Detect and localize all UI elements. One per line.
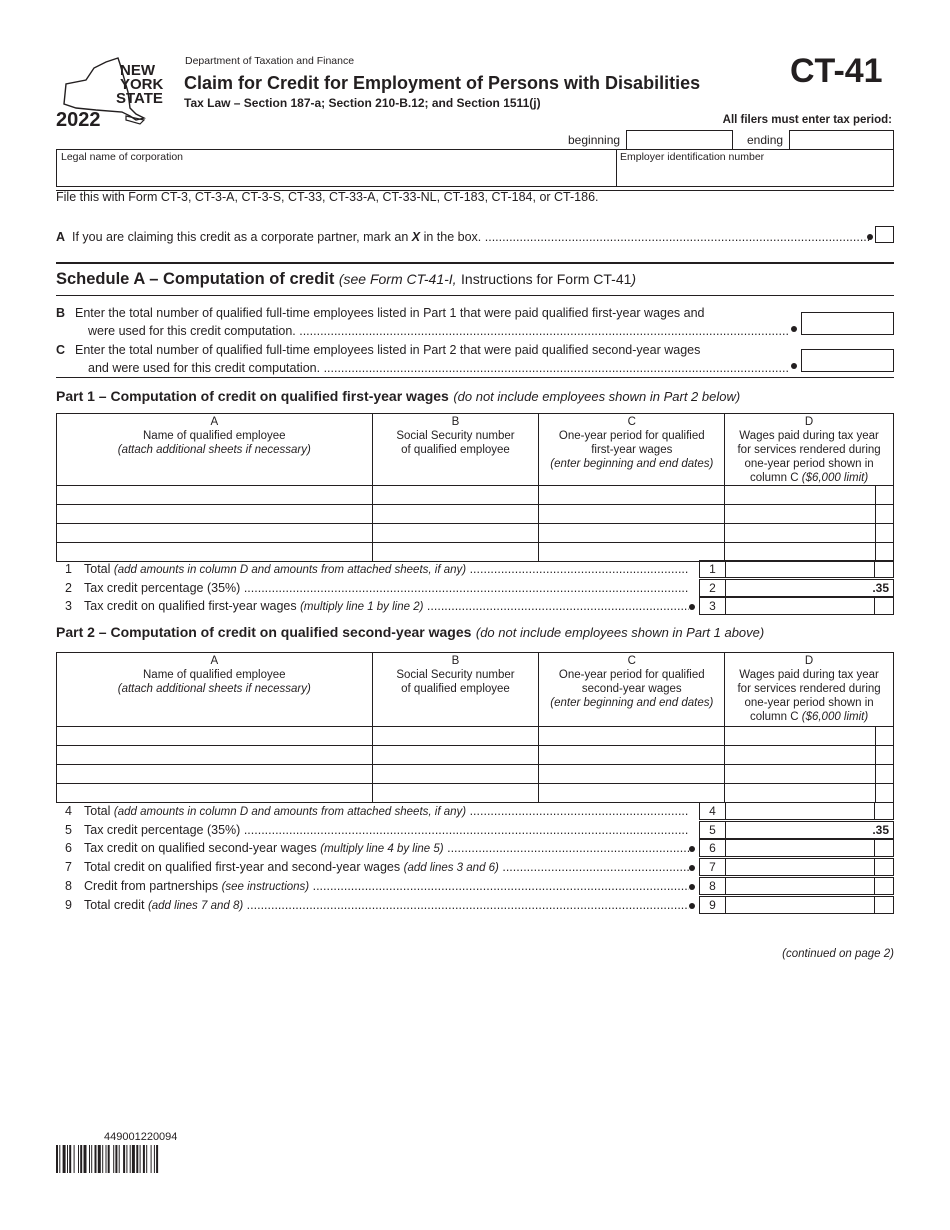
barcode-bar: [154, 1145, 155, 1173]
ssn-input[interactable]: [372, 765, 539, 784]
line-a: [56, 228, 870, 246]
line-9-amount-input[interactable]: [725, 896, 894, 914]
line-note: (add amounts in column D and amounts from attached sheets, if any): [113, 806, 467, 818]
line-note: (add lines 3 and 6): [403, 862, 499, 875]
table-row: [57, 486, 894, 505]
barcode-bar: [123, 1145, 125, 1173]
line-2-value: .35: [872, 580, 889, 595]
ssn-input[interactable]: [372, 784, 539, 803]
line-description: Tax credit on qualified first-year wages: [84, 599, 297, 614]
line-c-text-1: Enter the total number of qualified full-time employees listed in Part 2 that were paid qualified second-year wages: [75, 343, 701, 357]
wages-cents-input[interactable]: [875, 727, 893, 746]
table-row: [57, 543, 894, 562]
tax-year: 2022: [56, 109, 101, 131]
wages-input[interactable]: [725, 746, 876, 765]
wages-input[interactable]: [725, 543, 876, 562]
line-number: 3: [65, 599, 72, 614]
period-ending-input[interactable]: [789, 130, 894, 150]
line-3-amount-input[interactable]: [725, 597, 894, 615]
line-a-x-mark: X: [411, 230, 421, 244]
line-9-box-number: 9: [699, 896, 725, 914]
barcode-bar: [126, 1145, 127, 1173]
period-input[interactable]: [539, 727, 725, 746]
nys-logo: [56, 54, 176, 130]
part2-employee-table: [56, 652, 894, 803]
line-8-bullet: [689, 884, 695, 890]
table-row: [57, 746, 894, 765]
table-row: [57, 524, 894, 543]
table-row: [57, 505, 894, 524]
barcode-bar: [136, 1145, 138, 1173]
barcode-bar: [143, 1145, 145, 1173]
line-a-letter: A: [56, 230, 66, 244]
line-3-box-number: 3: [699, 597, 725, 615]
employee-name-input[interactable]: [57, 505, 373, 524]
period-input[interactable]: [539, 486, 725, 505]
wages-input[interactable]: [725, 727, 876, 746]
line-b-input[interactable]: [801, 312, 894, 335]
table-row: [57, 727, 894, 746]
line-4-amount-input[interactable]: [725, 802, 894, 820]
line-note: (see instructions): [221, 880, 310, 893]
col-label: Social Security number: [396, 430, 515, 442]
col-letter: C: [627, 655, 636, 667]
line-a-text-before: If you are claiming this credit as a corporate partner, mark an: [72, 230, 409, 244]
line-description: Total credit: [84, 897, 145, 912]
col-letter: B: [451, 416, 460, 428]
line-b-letter: B: [56, 306, 66, 320]
employee-name-input[interactable]: [57, 543, 373, 562]
line-number: 7: [65, 860, 72, 875]
line-c-letter: C: [56, 343, 66, 357]
col-label: of qualified employee: [401, 683, 510, 695]
col-label: Social Security number: [396, 669, 515, 681]
form-number: CT-41: [790, 52, 883, 90]
part2-col-d-header: [725, 653, 894, 727]
line-number: 1: [65, 562, 72, 576]
wages-cents-input[interactable]: [875, 524, 893, 543]
employee-name-input[interactable]: [57, 746, 373, 765]
period-input[interactable]: [539, 784, 725, 803]
logo-word-state: STATE: [116, 90, 163, 107]
col-label: column C: [749, 472, 799, 484]
col-label: one-year period shown in: [744, 458, 874, 470]
ssn-input[interactable]: [372, 505, 539, 524]
period-beginning-input[interactable]: [626, 130, 733, 150]
barcode: [56, 1145, 240, 1173]
part1-col-d-header: [725, 414, 894, 486]
barcode-bar: [130, 1145, 131, 1173]
line-description: Total: [84, 804, 111, 818]
barcode-bar: [140, 1145, 141, 1173]
part1-col-b-header: [372, 414, 539, 486]
line-9-bullet: [689, 903, 695, 909]
employee-name-input[interactable]: [57, 765, 373, 784]
line-description: Total credit on qualified first-year and second-year wages: [84, 860, 401, 875]
logo-word-new: NEW: [120, 62, 155, 79]
barcode-bar: [74, 1145, 75, 1173]
line-c-input[interactable]: [801, 349, 894, 372]
barcode-bar: [132, 1145, 135, 1173]
schedule-a-subtitle-2: Instructions for Form CT-41: [461, 271, 632, 287]
table-row: [57, 784, 894, 803]
line-7: [56, 858, 699, 876]
col-letter: D: [804, 416, 814, 428]
line-number: 8: [65, 878, 72, 893]
line-1-amount-input[interactable]: [725, 560, 894, 578]
line-number: 9: [65, 897, 72, 912]
wages-input[interactable]: [725, 765, 876, 784]
line-description: Tax credit percentage (35%): [84, 580, 241, 595]
col-label: of qualified employee: [401, 444, 510, 456]
col-note: (attach additional sheets if necessary): [117, 683, 311, 695]
employee-name-input[interactable]: [57, 524, 373, 543]
col-note: (enter beginning and end dates): [550, 697, 714, 709]
line-description: Tax credit on qualified second-year wages: [84, 841, 317, 856]
line-2-box-number: 2: [699, 579, 725, 597]
barcode-number: 449001220094: [104, 1131, 178, 1143]
period-input[interactable]: [539, 543, 725, 562]
employee-name-input[interactable]: [57, 784, 373, 803]
part2-note: (do not include employees shown in Part 1 above): [475, 625, 765, 640]
schedule-a-under-rule: [56, 295, 894, 296]
line-7-amount-input[interactable]: [725, 858, 894, 876]
col-note: ($6,000 limit): [801, 711, 869, 723]
barcode-bar: [115, 1145, 117, 1173]
barcode-bar: [102, 1145, 103, 1173]
line-9: [56, 896, 699, 914]
line-2-amount-input: [725, 579, 894, 597]
col-note: (attach additional sheets if necessary): [117, 444, 311, 456]
line-number: 4: [65, 804, 72, 818]
barcode-bar: [89, 1145, 90, 1173]
part2-col-c-header: [539, 653, 725, 727]
line-b-text-1: Enter the total number of qualified full-time employees listed in Part 1 that were paid qualified first-year wages and: [75, 306, 705, 320]
barcode-bar: [78, 1145, 79, 1173]
wages-cents-input[interactable]: [875, 784, 893, 803]
part1-heading: [56, 388, 740, 406]
barcode-bar: [80, 1145, 82, 1173]
col-label: Name of qualified employee: [143, 669, 286, 681]
part1-note: (do not include employees shown in Part 2 below): [453, 389, 741, 404]
line-note: (multiply line 4 by line 5): [320, 843, 444, 856]
ending-label: ending: [747, 133, 784, 147]
line-5-value: .35: [872, 822, 889, 837]
part1-col-a-header: [57, 414, 373, 486]
line-6-amount-input[interactable]: [725, 839, 894, 857]
line-5-box-number: 5: [699, 821, 725, 839]
line-description: Total: [84, 562, 111, 576]
col-label: One-year period for qualified: [558, 669, 705, 681]
part2-col-a-header: [57, 653, 373, 727]
col-letter: A: [210, 655, 219, 667]
wages-cents-input[interactable]: [875, 505, 893, 524]
line-c: [56, 341, 790, 377]
barcode-bar: [67, 1145, 68, 1173]
barcode-bar: [98, 1145, 101, 1173]
line-4-box-number: 4: [699, 802, 725, 820]
line-note: (add lines 7 and 8): [147, 899, 244, 912]
corporation-name-label: Legal name of corporation: [61, 151, 183, 163]
barcode-bar: [56, 1145, 58, 1173]
part1-employee-table: [56, 413, 894, 562]
line-8-box-number: 8: [699, 877, 725, 895]
period-input[interactable]: [539, 746, 725, 765]
ein-input[interactable]: [617, 164, 893, 185]
line-b-bullet: [791, 326, 797, 332]
line-8: [56, 877, 699, 895]
col-label: Name of qualified employee: [143, 430, 286, 442]
line-description: Credit from partnerships: [84, 878, 219, 893]
ssn-input[interactable]: [372, 524, 539, 543]
barcode-bar: [84, 1145, 87, 1173]
line-c-bullet: [791, 363, 797, 369]
ein-label: Employer identification number: [620, 151, 765, 163]
col-note: (enter beginning and end dates): [550, 458, 714, 470]
wages-input[interactable]: [725, 505, 876, 524]
schedule-a-heading: [56, 270, 636, 289]
barcode-bar: [108, 1145, 110, 1173]
wages-cents-input[interactable]: [875, 765, 893, 784]
ssn-input[interactable]: [372, 543, 539, 562]
col-label: second-year wages: [581, 683, 682, 695]
barcode-bar: [151, 1145, 152, 1173]
file-with-note: File this with Form CT-3, CT-3-A, CT-3-S, CT-33, CT-33-A, CT-33-NL, CT-183, CT-184, or CT-186.: [56, 190, 599, 204]
barcode-bar: [91, 1145, 92, 1173]
tax-period-note: All filers must enter tax period:: [722, 114, 892, 126]
part2-col-b-header: [372, 653, 539, 727]
employee-name-input[interactable]: [57, 486, 373, 505]
logo-word-york: YORK: [120, 76, 164, 93]
schedule-a-title: Schedule A – Computation of credit: [56, 270, 335, 288]
line-b-text-2: were used for this credit computation.: [88, 324, 296, 338]
department-name: Department of Taxation and Finance: [185, 55, 355, 67]
line-7-box-number: 7: [699, 858, 725, 876]
barcode-bar: [59, 1145, 60, 1173]
corporation-name-input[interactable]: [57, 164, 615, 185]
continued-note: (continued on page 2): [782, 948, 894, 960]
ssn-input[interactable]: [372, 727, 539, 746]
schedule-a-subtitle-1: (see Form CT-41-I,: [338, 271, 457, 287]
period-input[interactable]: [539, 524, 725, 543]
col-label: Wages paid during tax year: [739, 669, 879, 681]
barcode-bar: [146, 1145, 147, 1173]
part1-title: Part 1 – Computation of credit on qualified first-year wages: [56, 388, 449, 404]
line-3: [56, 597, 699, 615]
table-row: [57, 765, 894, 784]
schedule-a-top-rule: [56, 262, 894, 264]
line-6-box-number: 6: [699, 839, 725, 857]
line-8-amount-input[interactable]: [725, 877, 894, 895]
ssn-input[interactable]: [372, 746, 539, 765]
line-5: [56, 821, 699, 839]
line-number: 5: [65, 822, 72, 837]
col-label: one-year period shown in: [744, 697, 874, 709]
line-c-text-2: and were used for this credit computation.: [88, 361, 321, 375]
barcode-bar: [119, 1145, 120, 1173]
line-5-amount-input: [725, 821, 894, 839]
line-note: (multiply line 1 by line 2): [300, 601, 424, 614]
barcode-bar: [106, 1145, 107, 1173]
schedule-a-subtitle-3: ): [631, 271, 637, 287]
col-label: for services rendered during: [737, 444, 881, 456]
tax-law-reference: Tax Law – Section 187-a; Section 210-B.12; and Section 1511(j): [184, 96, 541, 110]
col-label: column C: [749, 711, 799, 723]
col-label: One-year period for qualified: [558, 430, 705, 442]
col-label: first-year wages: [591, 444, 673, 456]
line-number: 2: [65, 580, 72, 595]
col-letter: D: [804, 655, 814, 667]
wages-cents-input[interactable]: [875, 543, 893, 562]
form-title: Claim for Credit for Employment of Persons with Disabilities: [184, 73, 701, 93]
line-b: [56, 304, 790, 340]
ssn-input[interactable]: [372, 486, 539, 505]
wages-cents-input[interactable]: [875, 486, 893, 505]
barcode-bar: [95, 1145, 97, 1173]
line-a-bullet: [867, 234, 873, 240]
wages-input[interactable]: [725, 486, 876, 505]
col-label: for services rendered during: [737, 683, 881, 695]
line-c-under-rule: [56, 377, 894, 378]
barcode-bar: [156, 1145, 158, 1173]
line-6: [56, 839, 699, 857]
barcode-bar: [69, 1145, 71, 1173]
line-note: (add amounts in column D and amounts from attached sheets, if any): [113, 564, 467, 576]
part2-heading: [56, 624, 764, 642]
col-letter: C: [627, 416, 636, 428]
line-2: [56, 579, 699, 597]
barcode-icon: [56, 1145, 240, 1173]
wages-cents-input[interactable]: [875, 746, 893, 765]
period-input[interactable]: [539, 505, 725, 524]
wages-input[interactable]: [725, 524, 876, 543]
part1-col-c-header: [539, 414, 725, 486]
col-letter: A: [210, 416, 219, 428]
beginning-label: beginning: [568, 133, 621, 147]
col-note: ($6,000 limit): [801, 472, 869, 484]
corporate-partner-checkbox[interactable]: [875, 226, 894, 243]
line-1-box-number: 1: [699, 560, 725, 578]
line-description: Tax credit percentage (35%): [84, 822, 241, 837]
col-label: Wages paid during tax year: [739, 430, 879, 442]
part2-title: Part 2 – Computation of credit on qualified second-year wages: [56, 624, 472, 640]
barcode-bar: [63, 1145, 66, 1173]
barcode-bar: [113, 1145, 114, 1173]
line-1: [56, 560, 699, 578]
line-a-text-after: in the box.: [423, 230, 482, 244]
line-number: 6: [65, 841, 72, 856]
employee-name-input[interactable]: [57, 727, 373, 746]
wages-input[interactable]: [725, 784, 876, 803]
line-4: [56, 802, 699, 820]
period-input[interactable]: [539, 765, 725, 784]
col-letter: B: [451, 655, 460, 667]
